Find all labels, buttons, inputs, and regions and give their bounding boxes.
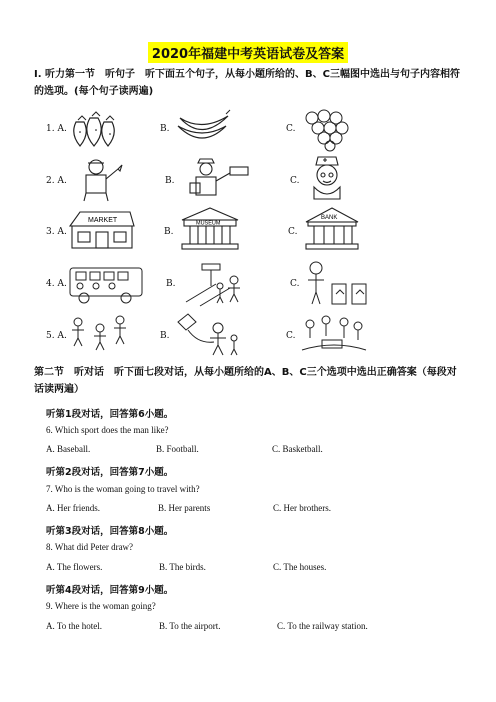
picnic-group-image [298,310,370,358]
recycling-bins-image [302,258,376,310]
part1-heading: Ⅰ. 听力第一节 听句子 听下面五个句子，从每小题所给的、B、C三幅图中选出与句子内容相符的选项。(每个句子读两遍) [34,69,460,97]
crossing-road-image [182,262,256,308]
market-sign: MARKET [88,217,118,224]
q8-option-a: A. The flowers. [46,562,103,572]
q6-option-a: A. Baseball. [46,444,91,454]
section1-instruction: 听第1段对话，回答第6小题。 [46,409,174,420]
q2-label-c: C. [290,176,300,186]
q3-label-a: 3. A. [46,227,67,237]
q4-label-b: B. [166,279,176,289]
q9-option-c: C. To the railway station. [277,621,368,631]
q7-option-a: A. Her friends. [46,503,100,513]
bus-crowd-image [66,262,146,306]
question-6: 6. Which sport does the man like? [46,425,169,435]
page-title: 2020年福建中考英语试卷及答案 [148,42,348,63]
museum-sign: MUSEUM [196,220,221,227]
section3-instruction: 听第3段对话，回答第8小题。 [46,526,174,537]
q8-option-b: B. The birds. [159,562,206,572]
museum-building-image [178,206,242,252]
worker-image [66,155,128,203]
q4-label-a: 4. A. [46,279,67,289]
bank-building-image [302,206,362,252]
postman-image [176,155,254,203]
children-playing-image [66,312,132,358]
q1-label-c: C. [286,124,296,134]
section4-instruction: 听第4段对话，回答第9小题。 [46,585,174,596]
doctor-image [304,155,350,203]
q5-label-c: C. [286,331,296,341]
q7-option-c: C. Her brothers. [273,503,331,513]
kite-flying-image [172,310,244,358]
market-building-image [66,208,138,252]
q5-label-b: B. [160,331,170,341]
q7-option-b: B. Her parents [158,503,211,513]
question-7: 7. Who is the woman going to travel with? [46,484,200,494]
q6-option-b: B. Football. [156,444,199,454]
grapes-image [298,104,352,152]
section2-instruction: 听第2段对话，回答第7小题。 [46,467,174,478]
q6-option-c: C. Basketball. [272,444,323,454]
bank-sign: BANK [321,215,338,221]
question-8: 8. What did Peter draw? [46,542,134,552]
q9-option-b: B. To the airport. [159,621,221,631]
strawberries-image [66,108,122,150]
q5-label-a: 5. A. [46,331,67,341]
question-9: 9. Where is the woman going? [46,601,156,611]
q3-label-b: B. [164,227,174,237]
q2-label-a: 2. A. [46,176,67,186]
title-container [0,42,496,63]
q3-label-c: C. [288,227,298,237]
q1-label-a: 1. A. [46,124,67,134]
q9-option-a: A. To the hotel. [46,621,102,631]
q1-label-b: B. [160,124,170,134]
q4-label-c: C. [290,279,300,289]
part2-heading: 第二节 听对话 听下面七段对话，从每小题所给的A、B、C三个选项中选出正确答案（每段对话读两遍） [34,367,457,395]
q2-label-b: B. [165,176,175,186]
q8-option-c: C. The houses. [273,562,327,572]
bananas-image [172,106,232,150]
